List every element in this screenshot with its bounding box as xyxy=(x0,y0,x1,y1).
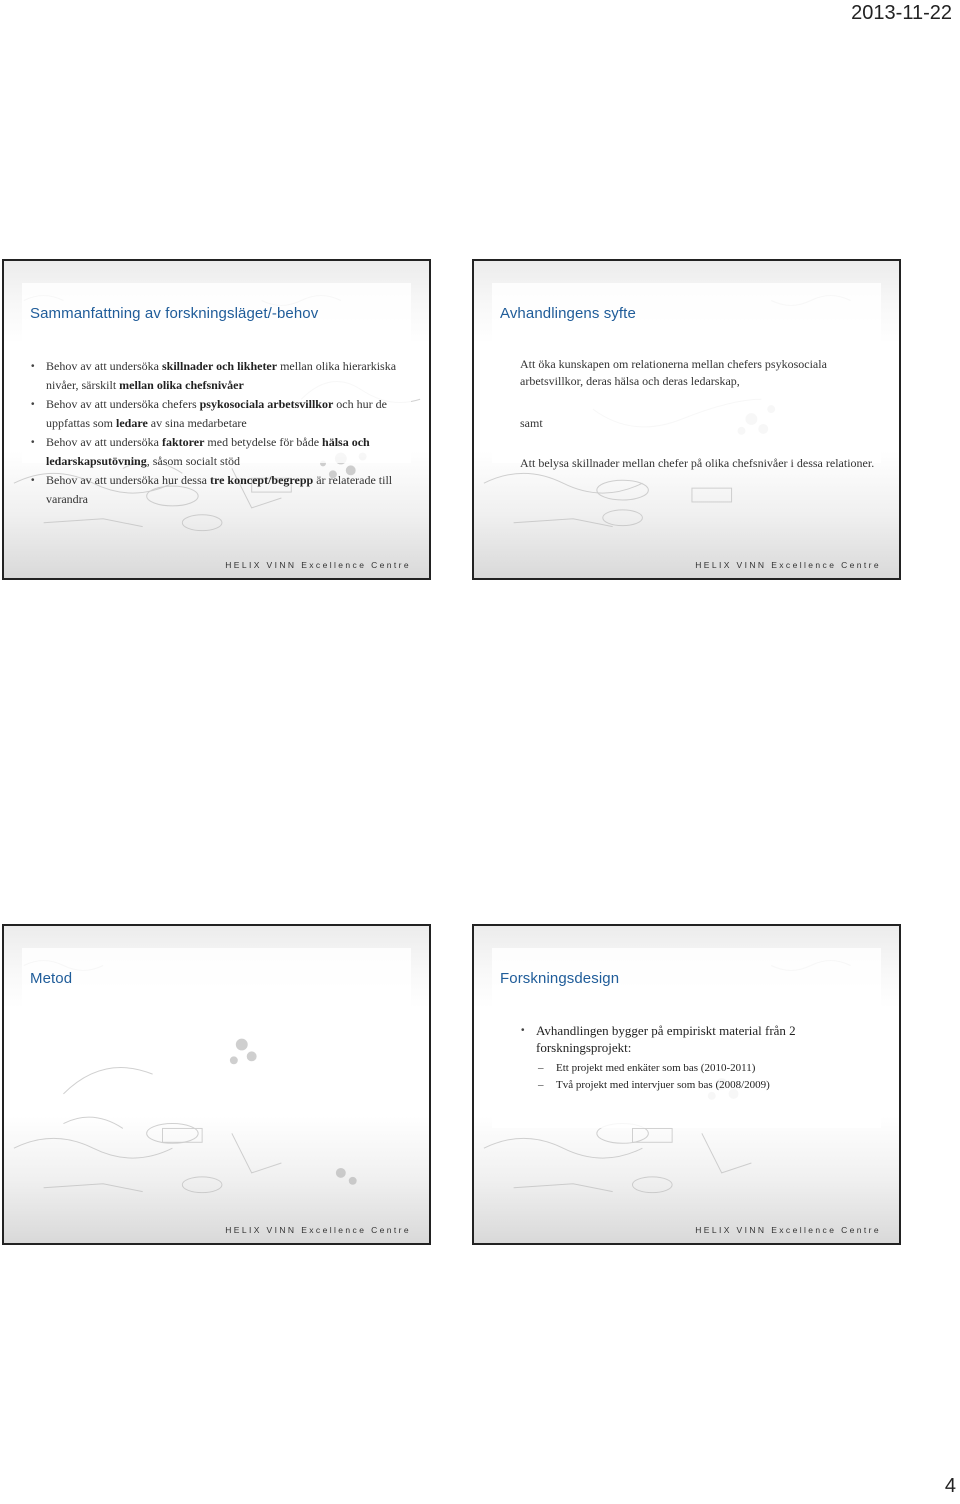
bold-text: mellan olika chefsnivåer xyxy=(119,378,244,392)
bold-text: psykosociala arbetsvillkor xyxy=(199,397,334,411)
text: Behov av att undersöka chefers xyxy=(46,397,200,411)
list-item xyxy=(30,433,407,471)
purpose-paragraph-2: Att belysa skillnader mellan chefer på olika chefsnivåer i dessa relationer. xyxy=(520,456,875,470)
bold-text: hälsa och ledarskapsutövning xyxy=(46,435,370,468)
list-item xyxy=(30,395,407,433)
list-item xyxy=(30,471,407,509)
page-date: 2013-11-22 xyxy=(851,2,952,24)
bullet-list xyxy=(30,357,407,509)
slide-avhandlingens-syfte xyxy=(472,259,901,580)
helix-logo: HELIX VINN Excellence Centre xyxy=(225,560,411,570)
sub-list-item: – Två projekt med intervjuer som bas (2008/2009) xyxy=(536,1077,877,1094)
helix-logo: HELIX VINN Excellence Centre xyxy=(225,1225,411,1235)
slide-title: Forskningsdesign xyxy=(500,970,620,987)
bold-text: ledare xyxy=(116,416,148,430)
text: med betydelse för både xyxy=(204,435,323,449)
text: mellan olika hierarkiska nivåer, särskilt xyxy=(46,359,397,392)
samt-text: samt xyxy=(520,416,543,430)
helix-logo: HELIX VINN Excellence Centre xyxy=(695,560,881,570)
text: , såsom socialt stöd xyxy=(146,454,241,468)
slide-forskningsdesign xyxy=(472,924,901,1245)
text: Behov av att undersöka xyxy=(46,435,162,449)
sub-list-item: – Ett projekt med enkäter som bas (2010-2011) xyxy=(536,1060,877,1077)
slide-sammanfattning xyxy=(2,259,431,580)
text: Behov av att undersöka hur dessa xyxy=(46,473,210,487)
slide-title: Avhandlingens syfte xyxy=(500,305,636,322)
sub-list xyxy=(536,1060,877,1094)
text: och hur de uppfattas som xyxy=(46,397,387,430)
bold-text: skillnader och likheter xyxy=(161,359,278,373)
text: är relaterade till varandra xyxy=(46,473,393,506)
slide-title: Sammanfattning av forskningsläget/-behov xyxy=(30,305,319,322)
bullet-text: Avhandlingen bygger på empiriskt material från 2 forskningsprojekt: xyxy=(536,1023,796,1055)
text: av sina medarbetare xyxy=(147,416,247,430)
list-item xyxy=(30,357,407,395)
slide-metod xyxy=(2,924,431,1245)
purpose-paragraph: Att öka kunskapen om relationerna mellan chefers psykosociala arbetsvillkor, deras hälsa och deras ledarskap, xyxy=(520,357,827,388)
bold-text: faktorer xyxy=(161,435,205,449)
page-number: 4 xyxy=(944,1475,956,1497)
text: Behov av att undersöka xyxy=(46,359,162,373)
slide-title: Metod xyxy=(30,970,73,987)
content-panel xyxy=(22,948,411,1028)
bullet-list xyxy=(520,1022,877,1094)
list-item xyxy=(520,1022,877,1094)
bold-text: tre koncept/begrepp xyxy=(209,473,314,487)
helix-logo: HELIX VINN Excellence Centre xyxy=(695,1225,881,1235)
